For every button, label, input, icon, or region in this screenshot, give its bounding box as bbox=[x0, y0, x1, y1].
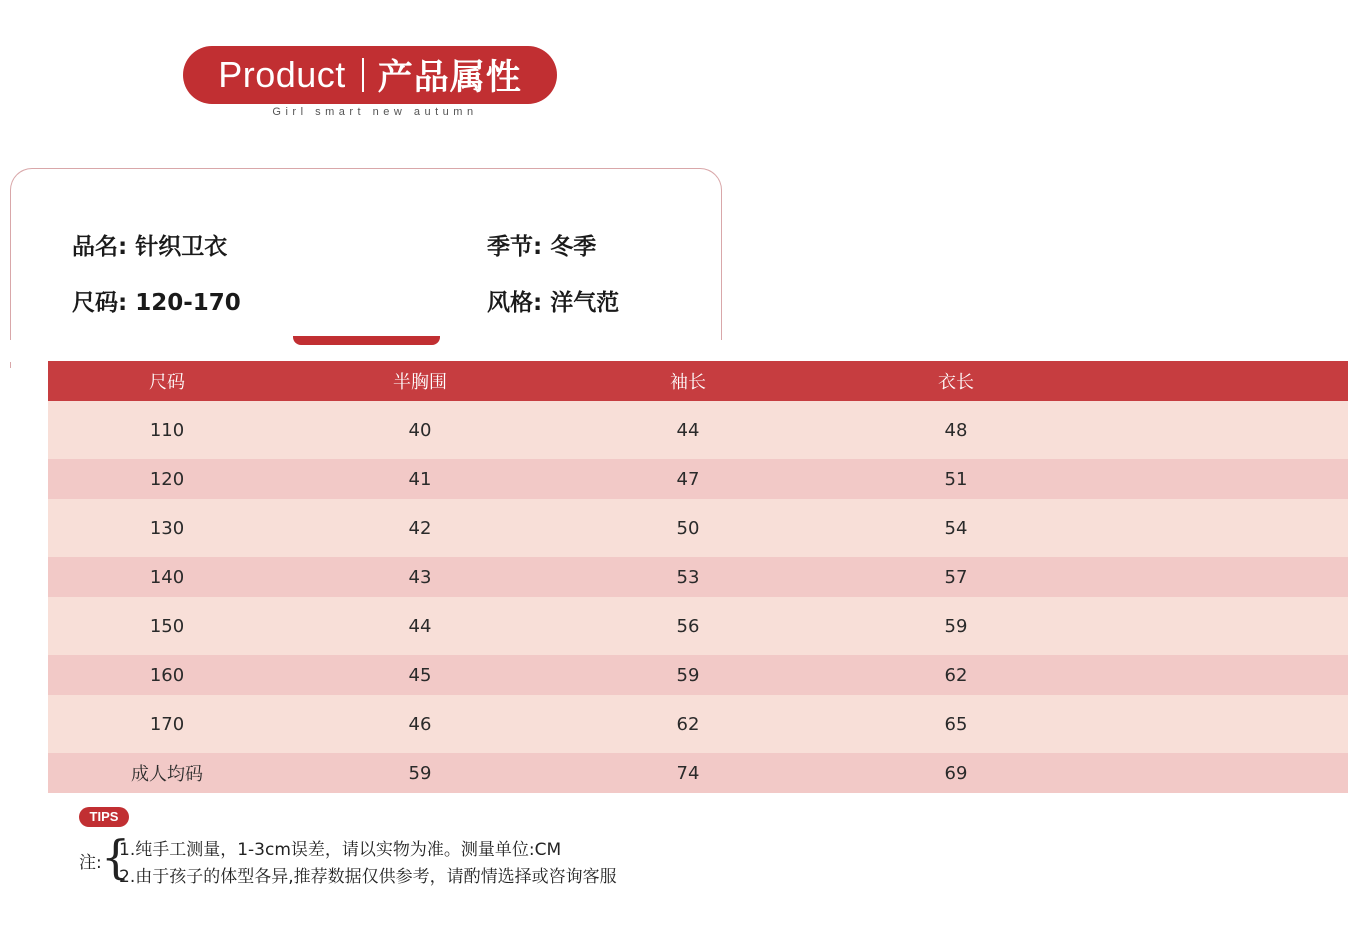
info-name-label: 品名: bbox=[72, 234, 128, 260]
info-size-label: 尺码: bbox=[72, 290, 128, 316]
cell-size: 成人均码 bbox=[48, 753, 286, 793]
info-style-label: 风格: bbox=[487, 290, 543, 316]
header-half-chest: 半胸围 bbox=[286, 361, 554, 401]
cell-length: 54 bbox=[822, 499, 1090, 557]
size-table bbox=[48, 361, 1348, 793]
info-name-value: 针织卫衣 bbox=[135, 234, 228, 260]
tips-badge: TIPS bbox=[79, 807, 129, 827]
cell-sleeve: 44 bbox=[554, 401, 822, 459]
cell-chest: 59 bbox=[286, 753, 554, 793]
cell-size: 160 bbox=[48, 655, 286, 695]
cell-sleeve: 56 bbox=[554, 597, 822, 655]
cell-chest: 46 bbox=[286, 695, 554, 753]
cell-length: 51 bbox=[822, 459, 1090, 499]
note-line-2: 2.由于孩子的体型各异,推荐数据仅供参考，请酌情选择或咨询客服 bbox=[119, 867, 617, 887]
cell-size: 130 bbox=[48, 499, 286, 557]
decorative-bar bbox=[293, 336, 440, 345]
info-name bbox=[72, 228, 227, 261]
title-separator bbox=[362, 58, 364, 92]
cell-chest: 41 bbox=[286, 459, 554, 499]
table-header-row bbox=[48, 361, 1348, 401]
table-row bbox=[48, 499, 1348, 557]
info-size bbox=[72, 284, 241, 317]
cell-chest: 40 bbox=[286, 401, 554, 459]
cell-size: 120 bbox=[48, 459, 286, 499]
cell-length: 48 bbox=[822, 401, 1090, 459]
table-row bbox=[48, 557, 1348, 597]
cell-length: 62 bbox=[822, 655, 1090, 695]
cell-sleeve: 53 bbox=[554, 557, 822, 597]
cell-sleeve: 50 bbox=[554, 499, 822, 557]
info-season-label: 季节: bbox=[487, 234, 543, 260]
header-empty bbox=[1090, 361, 1348, 401]
title-banner bbox=[183, 46, 557, 104]
info-season bbox=[487, 228, 596, 261]
cell-chest: 42 bbox=[286, 499, 554, 557]
info-size-value: 120-170 bbox=[135, 290, 241, 316]
note-label: 注: bbox=[79, 853, 102, 873]
table-row bbox=[48, 753, 1348, 793]
cell-length: 59 bbox=[822, 597, 1090, 655]
cell-length: 65 bbox=[822, 695, 1090, 753]
cell-size: 110 bbox=[48, 401, 286, 459]
table-row bbox=[48, 459, 1348, 499]
table-row bbox=[48, 401, 1348, 459]
cell-size: 170 bbox=[48, 695, 286, 753]
cell-sleeve: 47 bbox=[554, 459, 822, 499]
info-season-value: 冬季 bbox=[550, 234, 597, 260]
header-length: 衣长 bbox=[822, 361, 1090, 401]
cell-sleeve: 62 bbox=[554, 695, 822, 753]
note-line-1: 1.纯手工测量，1-3cm误差，请以实物为准。测量单位:CM bbox=[119, 840, 562, 860]
table-row bbox=[48, 597, 1348, 655]
cell-size: 140 bbox=[48, 557, 286, 597]
title-en: Product bbox=[218, 54, 346, 95]
cell-chest: 43 bbox=[286, 557, 554, 597]
cell-length: 69 bbox=[822, 753, 1090, 793]
table-row bbox=[48, 655, 1348, 695]
brace-icon: { bbox=[101, 830, 131, 884]
cell-size: 150 bbox=[48, 597, 286, 655]
info-style-value: 洋气范 bbox=[550, 290, 620, 316]
subtitle: Girl smart new autumn bbox=[272, 106, 478, 118]
title-cn: 产品属性 bbox=[377, 58, 522, 98]
header-size: 尺码 bbox=[48, 361, 286, 401]
info-style bbox=[487, 284, 619, 317]
cell-chest: 45 bbox=[286, 655, 554, 695]
header-sleeve: 袖长 bbox=[554, 361, 822, 401]
cell-sleeve: 59 bbox=[554, 655, 822, 695]
cell-length: 57 bbox=[822, 557, 1090, 597]
cell-chest: 44 bbox=[286, 597, 554, 655]
table-row bbox=[48, 695, 1348, 753]
cell-sleeve: 74 bbox=[554, 753, 822, 793]
